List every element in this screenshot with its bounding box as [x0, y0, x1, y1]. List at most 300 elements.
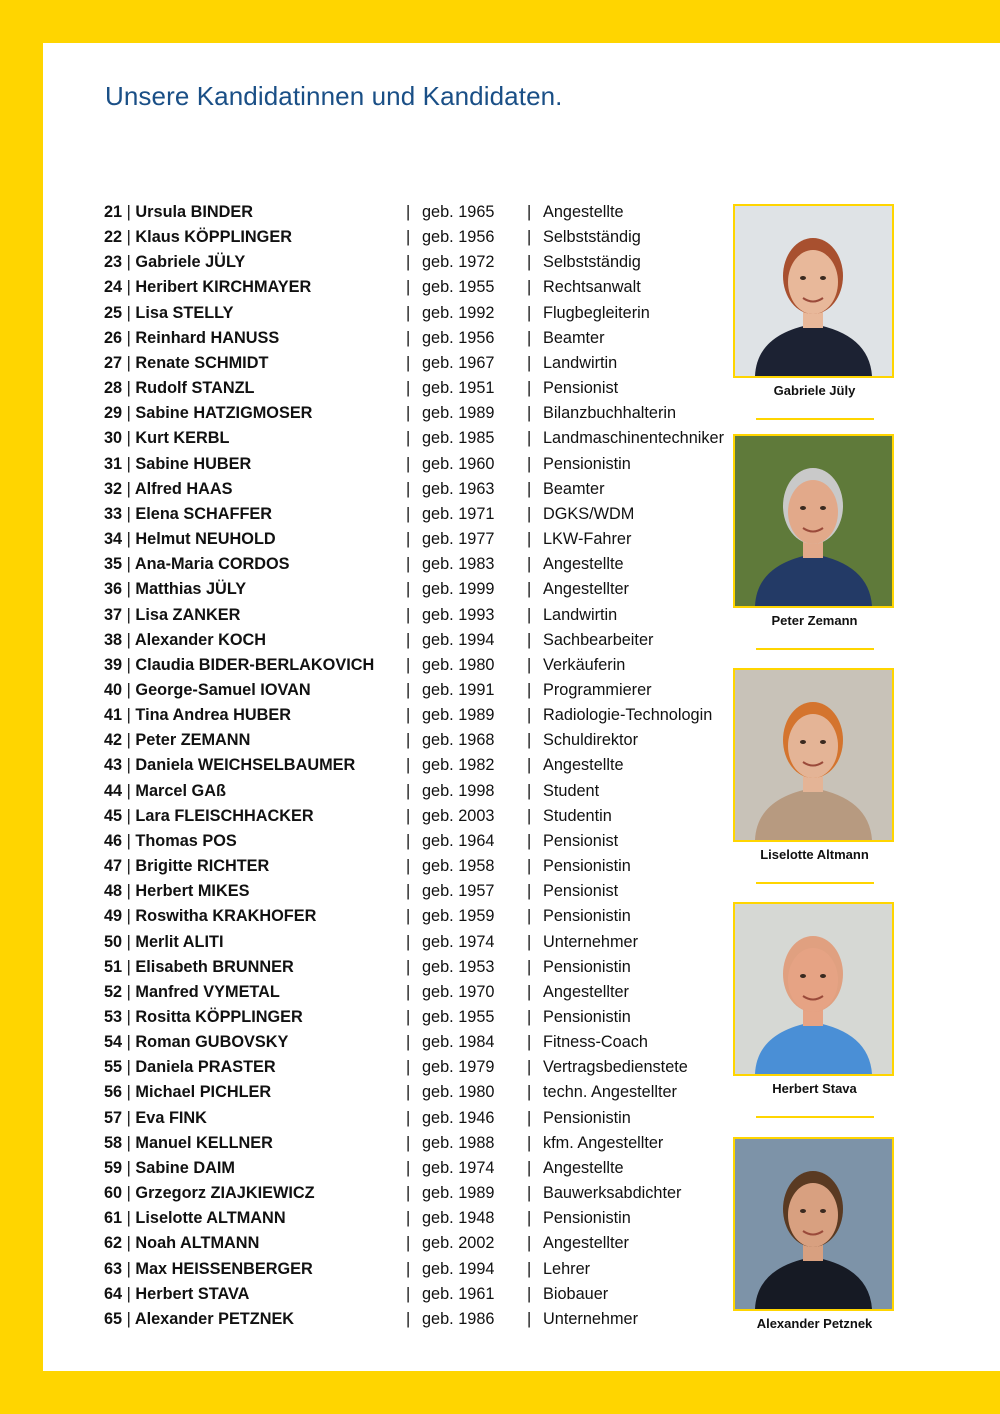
column-separator: | [527, 857, 532, 876]
candidate-birth-year: geb. 1959 [422, 907, 495, 926]
column-separator: | [406, 1309, 411, 1328]
candidate-number: 32 [104, 479, 123, 498]
candidate-row [104, 250, 744, 275]
number-separator: | [126, 454, 131, 473]
column-separator: | [406, 1158, 411, 1177]
column-separator: | [406, 1058, 411, 1077]
candidate-row [104, 1282, 744, 1307]
candidate-first-name: Rudolf [135, 379, 187, 398]
column-separator: | [406, 353, 411, 372]
candidate-last-name: ZANKER [172, 605, 241, 624]
column-separator: | [527, 1209, 532, 1228]
column-separator: | [406, 1209, 411, 1228]
candidate-first-name: Alfred [134, 479, 182, 498]
candidate-birth-year: geb. 2002 [422, 1234, 495, 1253]
candidate-row [104, 376, 744, 401]
candidate-first-name: Max [135, 1259, 168, 1278]
candidate-row [104, 628, 744, 653]
column-separator: | [406, 1184, 411, 1203]
column-separator: | [527, 932, 532, 951]
candidate-name [104, 1106, 207, 1131]
candidate-last-name: IOVAN [260, 680, 311, 699]
candidate-first-name: Daniela [135, 756, 194, 775]
candidate-row [104, 426, 744, 451]
column-separator: | [406, 1083, 411, 1102]
column-separator: | [527, 328, 532, 347]
column-separator: | [406, 379, 411, 398]
number-separator: | [126, 831, 131, 850]
candidate-last-name: JÜLY [205, 253, 246, 272]
candidate-name [104, 200, 253, 225]
candidate-name [104, 804, 314, 829]
candidate-last-name: BIDER-BERLAKOVICH [198, 655, 375, 674]
candidate-occupation: Flugbegleiterin [543, 303, 650, 322]
candidate-last-name: CORDOS [218, 555, 290, 574]
column-separator: | [527, 353, 532, 372]
column-separator: | [527, 479, 532, 498]
photo-caption: Gabriele Jüly [773, 383, 856, 398]
column-separator: | [406, 806, 411, 825]
candidate-number: 55 [104, 1058, 123, 1077]
candidate-occupation: Pensionistin [543, 957, 631, 976]
candidate-birth-year: geb. 1980 [422, 655, 495, 674]
candidate-birth-year: geb. 1979 [422, 1058, 495, 1077]
candidate-name [104, 779, 226, 804]
candidate-first-name: Lara [135, 806, 170, 825]
column-separator: | [527, 278, 532, 297]
candidate-name [104, 301, 233, 326]
candidate-row [104, 779, 744, 804]
column-separator: | [406, 756, 411, 775]
candidate-birth-year: geb. 1993 [422, 605, 495, 624]
candidate-first-name: Eva [135, 1108, 165, 1127]
candidate-number: 49 [104, 907, 123, 926]
candidate-number: 41 [104, 706, 123, 725]
candidate-first-name: Merlit [135, 932, 179, 951]
candidate-row [104, 829, 744, 854]
candidate-last-name: GUBOVSKY [195, 1033, 289, 1052]
candidate-birth-year: geb. 1994 [422, 1259, 495, 1278]
candidate-birth-year: geb. 1977 [422, 530, 495, 549]
candidate-row [104, 879, 744, 904]
candidate-birth-year: geb. 1991 [422, 680, 495, 699]
column-separator: | [406, 982, 411, 1001]
candidate-name [104, 326, 279, 351]
number-separator: | [126, 580, 131, 599]
candidate-first-name: Renate [135, 353, 190, 372]
candidate-last-name: HAAS [186, 479, 233, 498]
candidate-name [104, 426, 230, 451]
candidate-name [104, 275, 311, 300]
candidate-last-name: HATZIGMOSER [193, 404, 313, 423]
candidate-last-name: PICHLER [199, 1083, 272, 1102]
candidate-name [104, 1030, 288, 1055]
column-separator: | [527, 706, 532, 725]
candidate-name [104, 904, 316, 929]
candidate-row [104, 1307, 744, 1332]
candidate-number: 43 [104, 756, 123, 775]
column-separator: | [406, 731, 411, 750]
column-separator: | [527, 1158, 532, 1177]
candidate-first-name: Alexander [134, 1309, 214, 1328]
candidate-last-name: POS [202, 831, 237, 850]
divider [756, 882, 874, 884]
number-separator: | [126, 605, 131, 624]
candidate-occupation: Unternehmer [543, 932, 639, 951]
candidate-name [104, 1080, 271, 1105]
candidate-number: 26 [104, 328, 123, 347]
candidate-number: 60 [104, 1184, 123, 1203]
candidate-number: 44 [104, 781, 123, 800]
candidate-last-name: SCHAFFER [183, 504, 273, 523]
candidate-name [104, 753, 355, 778]
number-separator: | [126, 1234, 131, 1253]
candidate-first-name: Tina Andrea [135, 706, 229, 725]
column-separator: | [406, 655, 411, 674]
candidate-photo-card [733, 902, 896, 1118]
column-separator: | [406, 228, 411, 247]
column-separator: | [406, 1259, 411, 1278]
column-separator: | [527, 882, 532, 901]
column-separator: | [406, 957, 411, 976]
column-separator: | [406, 882, 411, 901]
candidate-last-name: PETZNEK [218, 1309, 295, 1328]
candidate-first-name: Reinhard [135, 328, 206, 347]
candidate-last-name: KERBL [173, 429, 230, 448]
candidate-birth-year: geb. 1992 [422, 303, 495, 322]
candidate-occupation: Beamter [543, 479, 605, 498]
candidate-birth-year: geb. 1967 [422, 353, 495, 372]
candidate-last-name: MIKES [197, 882, 250, 901]
candidate-number: 47 [104, 857, 123, 876]
candidate-number: 48 [104, 882, 123, 901]
column-separator: | [527, 731, 532, 750]
candidate-name [104, 703, 291, 728]
candidate-occupation: Unternehmer [543, 1309, 639, 1328]
candidate-first-name: Peter [135, 731, 177, 750]
candidate-number: 53 [104, 1008, 123, 1026]
candidate-last-name: NEUHOLD [195, 530, 276, 549]
candidate-name [104, 1131, 273, 1156]
column-separator: | [527, 605, 532, 624]
candidate-name [104, 250, 245, 275]
candidate-first-name: Sabine [135, 454, 189, 473]
candidate-birth-year: geb. 1994 [422, 630, 495, 649]
candidate-first-name: Michael [135, 1083, 196, 1102]
column-separator: | [527, 1309, 532, 1328]
column-separator: | [406, 504, 411, 523]
candidate-last-name: HANUSS [210, 328, 280, 347]
number-separator: | [126, 228, 131, 247]
candidate-first-name: Daniela [135, 1058, 194, 1077]
candidate-row [104, 703, 744, 728]
candidate-number: 28 [104, 379, 123, 398]
candidate-name [104, 955, 294, 980]
candidate-photo-card [733, 1137, 896, 1331]
candidate-birth-year: geb. 1951 [422, 379, 495, 398]
candidate-occupation: Pensionistin [543, 454, 631, 473]
column-separator: | [527, 1184, 532, 1203]
candidate-first-name: Marcel [135, 781, 188, 800]
number-separator: | [126, 1058, 131, 1077]
number-separator: | [126, 203, 131, 221]
candidate-occupation: Pensionistin [543, 1108, 631, 1127]
candidate-occupation: Pensionist [543, 379, 619, 398]
column-separator: | [406, 831, 411, 850]
candidate-number: 38 [104, 630, 123, 649]
candidate-first-name: Manuel [135, 1133, 192, 1152]
number-separator: | [126, 630, 131, 649]
column-separator: | [406, 781, 411, 800]
column-separator: | [527, 907, 532, 926]
candidate-row [104, 804, 744, 829]
candidate-occupation: Fitness-Coach [543, 1033, 648, 1052]
candidate-name [104, 879, 249, 904]
page-title: Unsere Kandidatinnen und Kandidaten. [105, 81, 563, 111]
candidate-birth-year: geb. 1956 [422, 328, 495, 347]
candidate-birth-year: geb. 1972 [422, 253, 495, 272]
number-separator: | [126, 555, 131, 574]
column-separator: | [406, 555, 411, 574]
column-separator: | [527, 957, 532, 976]
number-separator: | [126, 1083, 131, 1102]
portrait-frame [733, 668, 894, 842]
column-separator: | [406, 1108, 411, 1127]
candidate-name [104, 603, 240, 628]
candidate-last-name: STELLY [172, 303, 234, 322]
candidate-number: 59 [104, 1158, 123, 1177]
candidate-last-name: HUBER [233, 706, 292, 725]
candidate-row [104, 603, 744, 628]
candidate-last-name: KRAKHOFER [212, 907, 317, 926]
column-separator: | [406, 429, 411, 448]
column-separator: | [406, 530, 411, 549]
candidate-last-name: SCHMIDT [194, 353, 269, 372]
candidate-number: 36 [104, 580, 123, 599]
candidate-number: 21 [104, 203, 123, 221]
candidate-last-name: VYMETAL [203, 982, 280, 1001]
candidate-number: 30 [104, 429, 123, 448]
column-separator: | [527, 253, 532, 272]
column-separator: | [406, 1133, 411, 1152]
candidate-last-name: KÖPPLINGER [195, 1008, 303, 1026]
candidate-first-name: Manfred [135, 982, 199, 1001]
candidate-occupation: Pensionistin [543, 1209, 631, 1228]
candidate-row [104, 477, 744, 502]
candidate-row [104, 351, 744, 376]
number-separator: | [126, 353, 131, 372]
number-separator: | [126, 1309, 131, 1328]
number-separator: | [126, 756, 131, 775]
candidate-occupation: Angestellte [543, 1158, 624, 1177]
column-separator: | [527, 781, 532, 800]
candidate-name [104, 653, 374, 678]
column-separator: | [527, 404, 532, 423]
candidate-first-name: Matthias [135, 580, 202, 599]
candidate-row [104, 1030, 744, 1055]
column-separator: | [527, 1108, 532, 1127]
candidate-first-name: Ana-Maria [134, 555, 214, 574]
candidate-birth-year: geb. 1989 [422, 706, 495, 725]
candidate-row [104, 653, 744, 678]
candidate-first-name: Alexander [134, 630, 214, 649]
candidate-last-name: KELLNER [196, 1133, 273, 1152]
candidate-row [104, 1257, 744, 1282]
number-separator: | [126, 379, 131, 398]
column-separator: | [527, 1033, 532, 1052]
candidate-birth-year: geb. 1961 [422, 1284, 495, 1303]
column-separator: | [527, 530, 532, 549]
number-separator: | [126, 530, 131, 549]
number-separator: | [126, 932, 131, 951]
candidate-first-name: Gabriele [135, 253, 201, 272]
candidate-occupation: techn. Angestellter [543, 1083, 677, 1102]
candidate-first-name: Herbert [135, 882, 194, 901]
candidate-name [104, 1005, 303, 1030]
candidate-row [104, 1231, 744, 1256]
candidate-last-name: BRUNNER [212, 957, 294, 976]
candidate-row [104, 1106, 744, 1131]
candidate-occupation: Angestellter [543, 580, 629, 599]
portrait-frame [733, 1137, 894, 1311]
candidate-occupation: Studentin [543, 806, 612, 825]
candidate-occupation: Pensionistin [543, 907, 631, 926]
candidate-row [104, 753, 744, 778]
column-separator: | [527, 655, 532, 674]
candidate-first-name: Klaus [135, 228, 180, 247]
candidate-row [104, 854, 744, 879]
candidate-first-name: George-Samuel [135, 680, 256, 699]
candidate-birth-year: geb. 1965 [422, 203, 495, 221]
number-separator: | [126, 781, 131, 800]
number-separator: | [126, 253, 131, 272]
candidate-row [104, 1080, 744, 1105]
candidate-name [104, 225, 292, 250]
candidate-occupation: Radiologie-Technologin [543, 706, 713, 725]
column-separator: | [406, 932, 411, 951]
candidate-last-name: STANZL [191, 379, 255, 398]
candidate-last-name: FLEISCHHACKER [174, 806, 314, 825]
column-separator: | [406, 907, 411, 926]
candidate-occupation: Rechtsanwalt [543, 278, 641, 297]
portrait-frame [733, 434, 894, 608]
candidate-first-name: Thomas [135, 831, 198, 850]
candidate-occupation: Biobauer [543, 1284, 609, 1303]
candidate-name [104, 980, 280, 1005]
candidate-name [104, 930, 223, 955]
number-separator: | [126, 907, 131, 926]
number-separator: | [126, 706, 131, 725]
number-separator: | [126, 731, 131, 750]
candidate-name [104, 829, 237, 854]
candidate-occupation: LKW-Fahrer [543, 530, 632, 549]
candidate-last-name: RICHTER [196, 857, 270, 876]
number-separator: | [126, 680, 131, 699]
candidate-last-name: ALTMANN [180, 1234, 260, 1253]
column-separator: | [527, 303, 532, 322]
column-separator: | [527, 1234, 532, 1253]
candidate-first-name: Heribert [135, 278, 198, 297]
candidate-name [104, 1282, 249, 1307]
candidate-row [104, 1156, 744, 1181]
candidate-row [104, 1005, 744, 1030]
number-separator: | [126, 303, 131, 322]
candidate-first-name: Helmut [135, 530, 191, 549]
candidate-birth-year: geb. 1956 [422, 228, 495, 247]
column-separator: | [527, 504, 532, 523]
candidate-row [104, 728, 744, 753]
candidate-occupation: Bilanzbuchhalterin [543, 404, 677, 423]
candidate-birth-year: geb. 1958 [422, 857, 495, 876]
candidate-birth-year: geb. 1985 [422, 429, 495, 448]
candidate-name [104, 577, 246, 602]
column-separator: | [406, 605, 411, 624]
candidate-occupation: Angestellter [543, 982, 629, 1001]
number-separator: | [126, 328, 131, 347]
number-separator: | [126, 1184, 131, 1203]
candidate-birth-year: geb. 1974 [422, 932, 495, 951]
candidate-first-name: Herbert [135, 1284, 194, 1303]
divider [756, 418, 874, 420]
number-separator: | [126, 429, 131, 448]
column-separator: | [527, 1083, 532, 1102]
candidate-first-name: Liselotte [135, 1209, 203, 1228]
candidate-name [104, 477, 233, 502]
candidate-occupation: Schuldirektor [543, 731, 639, 750]
candidate-name [104, 527, 276, 552]
portrait-image [735, 206, 892, 376]
candidate-last-name: KIRCHMAYER [202, 278, 312, 297]
candidate-last-name: PRASTER [197, 1058, 276, 1077]
candidate-first-name: Ursula [135, 203, 187, 221]
candidate-number: 29 [104, 404, 123, 423]
number-separator: | [126, 278, 131, 297]
candidate-occupation: Pensionist [543, 882, 619, 901]
column-separator: | [406, 404, 411, 423]
candidate-name [104, 401, 312, 426]
candidate-occupation: Lehrer [543, 1259, 591, 1278]
photo-caption: Alexander Petznek [756, 1316, 873, 1331]
candidate-number: 39 [104, 655, 123, 674]
candidate-number: 25 [104, 303, 123, 322]
candidate-birth-year: geb. 1980 [422, 1083, 495, 1102]
candidate-occupation: Pensionistin [543, 1008, 631, 1026]
column-separator: | [406, 1234, 411, 1253]
candidate-number: 27 [104, 353, 123, 372]
column-separator: | [406, 303, 411, 322]
candidate-number: 24 [104, 278, 123, 297]
candidate-name [104, 376, 255, 401]
candidate-photo-card [733, 668, 896, 884]
candidate-birth-year: geb. 1999 [422, 580, 495, 599]
candidate-row [104, 1181, 744, 1206]
candidate-number: 33 [104, 504, 123, 523]
candidate-row [104, 275, 744, 300]
number-separator: | [126, 1008, 131, 1026]
candidate-row [104, 1206, 744, 1231]
candidate-number: 58 [104, 1133, 123, 1152]
column-separator: | [527, 228, 532, 247]
candidate-number: 22 [104, 228, 123, 247]
candidate-row [104, 301, 744, 326]
column-separator: | [527, 982, 532, 1001]
candidate-row [104, 502, 744, 527]
column-separator: | [527, 1259, 532, 1278]
candidate-birth-year: geb. 1971 [422, 504, 495, 523]
candidate-birth-year: geb. 1988 [422, 1133, 495, 1152]
candidate-birth-year: geb. 1960 [422, 454, 495, 473]
candidate-name [104, 502, 272, 527]
